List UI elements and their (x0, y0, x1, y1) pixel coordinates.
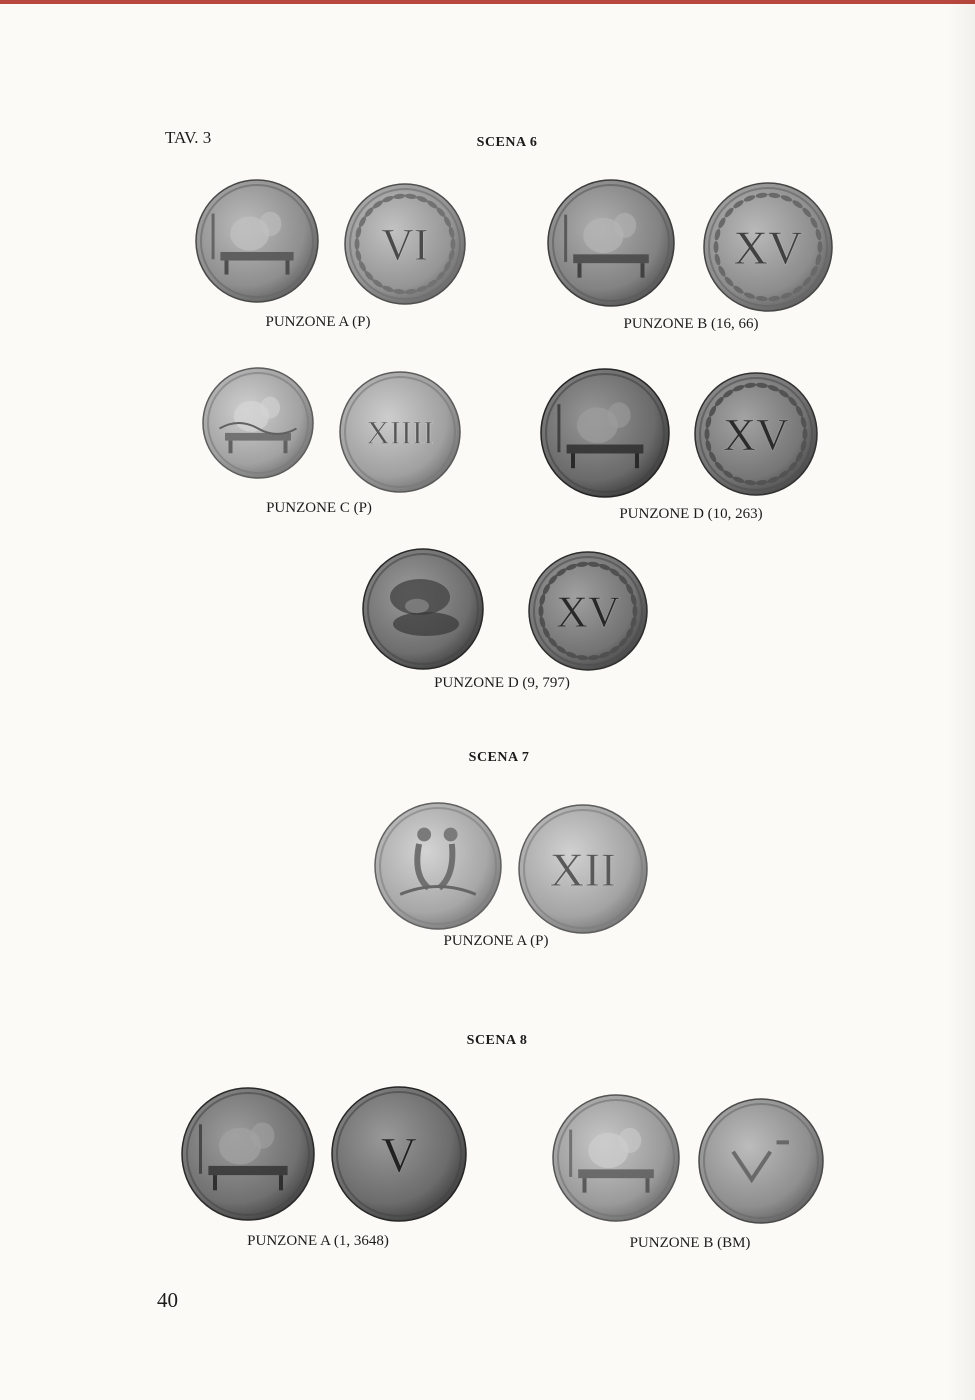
plate-label: TAV. 3 (165, 128, 212, 147)
coin-caption: PUNZONE B (16, 66) (623, 316, 759, 332)
coin-caption: PUNZONE D (10, 263) (619, 506, 763, 522)
coin-caption: PUNZONE A (P) (443, 933, 549, 949)
page-edge-shadow (947, 0, 975, 1400)
coin-reverse (527, 550, 649, 672)
coin-obverse (201, 366, 315, 480)
coin-obverse (194, 178, 320, 304)
scene-8-title: SCENA 8 (466, 1033, 528, 1048)
coin-reverse (343, 182, 467, 306)
svg-text:V: V (380, 1126, 418, 1183)
svg-text:XV: XV (556, 587, 620, 637)
coin-caption: PUNZONE A (1, 3648) (247, 1233, 389, 1249)
coin-reverse (330, 1085, 468, 1223)
coin-caption: PUNZONE C (P) (266, 500, 372, 516)
svg-text:VI: VI (381, 219, 429, 270)
coin-caption: PUNZONE B (BM) (629, 1235, 751, 1251)
coin-caption: PUNZONE D (9, 797) (434, 675, 570, 691)
coin-obverse (361, 547, 485, 671)
svg-text:XII: XII (549, 843, 617, 897)
coin-reverse (702, 181, 834, 313)
scene-6-title: SCENA 6 (476, 135, 538, 150)
scene-7-title: SCENA 7 (468, 750, 530, 765)
coin-obverse (546, 178, 676, 308)
coin-obverse (180, 1086, 316, 1222)
coin-reverse (517, 803, 649, 935)
svg-text:XV: XV (722, 409, 790, 461)
svg-text:XIIII: XIIII (366, 415, 434, 452)
coin-caption: PUNZONE A (P) (265, 314, 371, 330)
coin-reverse (697, 1097, 825, 1225)
coin-reverse (693, 371, 819, 497)
coin-obverse (373, 801, 503, 931)
coin-reverse (338, 370, 462, 494)
coin-obverse (551, 1093, 681, 1223)
page-number: 40 (157, 1288, 178, 1312)
page-top-edge (0, 0, 975, 4)
svg-text:XV: XV (733, 221, 803, 275)
coin-obverse (539, 367, 671, 499)
